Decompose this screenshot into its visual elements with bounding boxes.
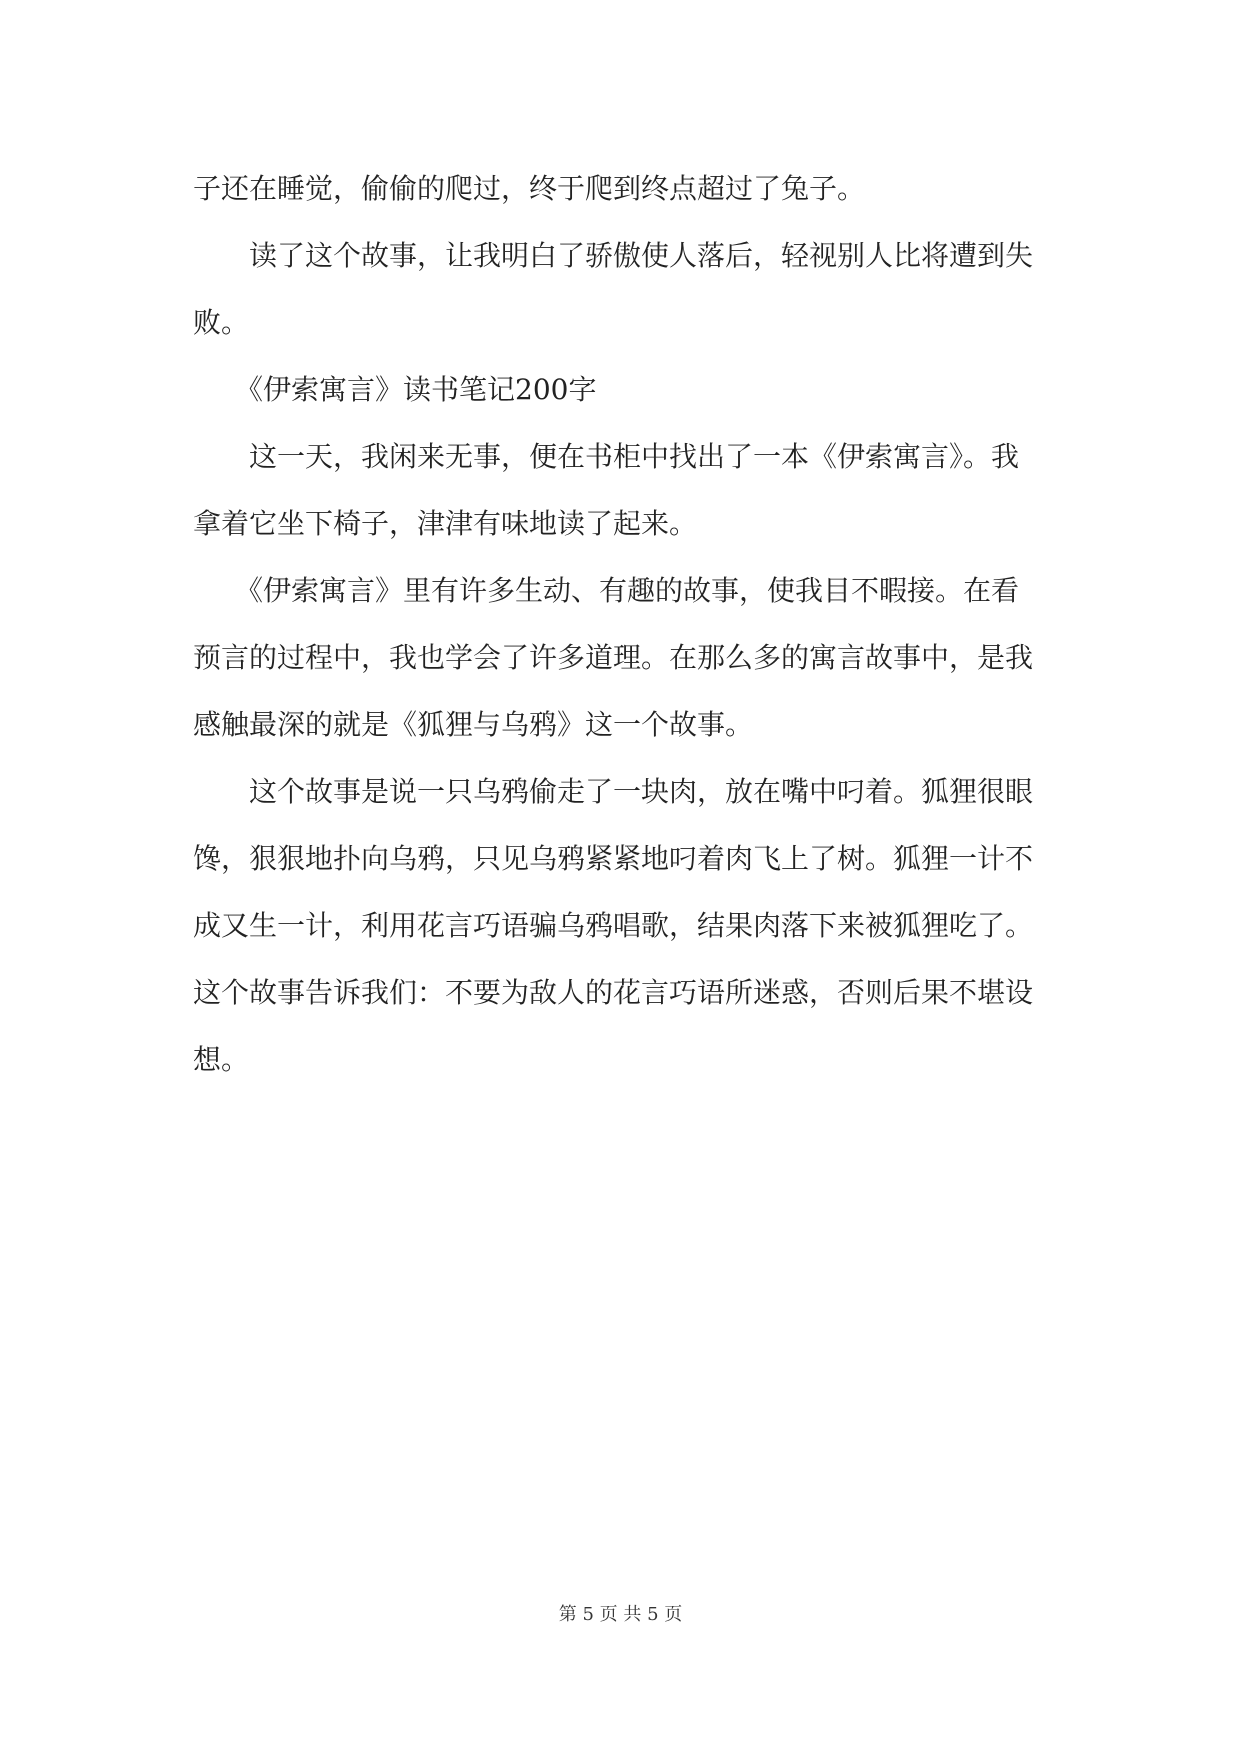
text-line: 《伊索寓言》里有许多生动、有趣的故事，使我目不暇接。在看: [193, 574, 1020, 607]
text-line: 这一天，我闲来无事，便在书柜中找出了一本《伊索寓言》。我: [193, 440, 1020, 473]
text-line: 拿着它坐下椅子，津津有味地读了起来。: [193, 507, 698, 540]
text-line: 馋，狠狠地扑向乌鸦，只见乌鸦紧紧地叼着肉飞上了树。狐狸一计不: [193, 842, 1034, 875]
text-line: 败。: [193, 306, 250, 339]
text-line: 这个故事是说一只乌鸦偷走了一块肉，放在嘴中叼着。狐狸很眼: [193, 775, 1034, 808]
text-line: 成又生一计，利用花言巧语骗乌鸦唱歌，结果肉落下来被狐狸吃了。: [193, 909, 1034, 942]
text-line: 想。: [193, 1043, 250, 1076]
text-line: 预言的过程中，我也学会了许多道理。在那么多的寓言故事中，是我: [193, 641, 1034, 674]
page-number-footer: 第 5 页 共 5 页: [558, 1604, 683, 1625]
document-body: [193, 155, 1053, 1093]
section-heading: 《伊索寓言》读书笔记200字: [193, 373, 597, 406]
text-line: 子还在睡觉，偷偷的爬过，终于爬到终点超过了兔子。: [193, 172, 866, 205]
text-line: 感触最深的就是《狐狸与乌鸦》这一个故事。: [193, 708, 754, 741]
text-line: 读了这个故事，让我明白了骄傲使人落后，轻视别人比将遭到失: [193, 239, 1034, 272]
text-line: 这个故事告诉我们：不要为敌人的花言巧语所迷惑，否则后果不堪设: [193, 976, 1034, 1009]
